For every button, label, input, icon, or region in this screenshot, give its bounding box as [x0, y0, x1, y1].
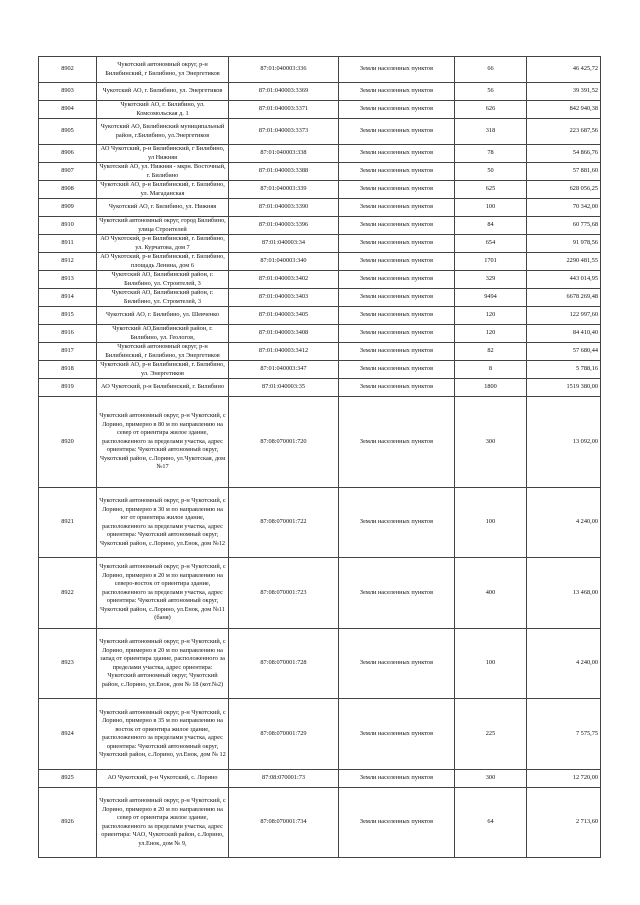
- row-number-cell: 8912: [39, 253, 97, 271]
- address-cell: Чукотский АО, г. Билибино, ул. Энергетиков: [97, 83, 229, 101]
- row-number-cell: 8910: [39, 217, 97, 235]
- area-cell: 318: [455, 119, 527, 145]
- cadastral-value-cell: 443 014,95: [527, 271, 601, 289]
- row-number-cell: 8922: [39, 558, 97, 629]
- table-row: [39, 181, 601, 199]
- table-row: [39, 271, 601, 289]
- land-category-cell: Земли населенных пунктов: [339, 271, 455, 289]
- cadastral-value-cell: 223 687,56: [527, 119, 601, 145]
- cadastral-number-cell: 87:01:040003:3396: [229, 217, 339, 235]
- cadastral-number-cell: 87:01:040003:3369: [229, 83, 339, 101]
- land-category-cell: Земли населенных пунктов: [339, 235, 455, 253]
- cadastral-number-cell: 87:01:040003:338: [229, 145, 339, 163]
- cadastral-value-cell: 91 978,56: [527, 235, 601, 253]
- cadastral-value-cell: 60 775,68: [527, 217, 601, 235]
- table-row: [39, 379, 601, 397]
- table-row: [39, 119, 601, 145]
- area-cell: 100: [455, 629, 527, 699]
- row-number-cell: 8905: [39, 119, 97, 145]
- area-cell: 1701: [455, 253, 527, 271]
- cadastral-number-cell: 87:01:040003:34: [229, 235, 339, 253]
- cadastral-value-cell: 5 788,16: [527, 361, 601, 379]
- cadastral-value-cell: 4 240,00: [527, 488, 601, 558]
- row-number-cell: 8925: [39, 770, 97, 788]
- address-cell: Чукотский АО, р-н Билибинский, г. Билибино, ул. Энергетиков: [97, 361, 229, 379]
- land-category-cell: Земли населенных пунктов: [339, 699, 455, 770]
- row-number-cell: 8924: [39, 699, 97, 770]
- cadastral-number-cell: 87:08:070001:73: [229, 770, 339, 788]
- area-cell: 9494: [455, 289, 527, 307]
- address-cell: Чукотский АО, р-н Билибинский, г. Билибино, ул. Магаданская: [97, 181, 229, 199]
- land-category-cell: Земли населенных пунктов: [339, 289, 455, 307]
- land-category-cell: Земли населенных пунктов: [339, 361, 455, 379]
- land-category-cell: Земли населенных пунктов: [339, 83, 455, 101]
- table-row: [39, 163, 601, 181]
- row-number-cell: 8903: [39, 83, 97, 101]
- table-row: [39, 235, 601, 253]
- cadastral-value-cell: 6678 269,48: [527, 289, 601, 307]
- cadastral-value-cell: 13 092,00: [527, 397, 601, 488]
- area-cell: 329: [455, 271, 527, 289]
- table-row: [39, 343, 601, 361]
- cadastral-value-cell: 2290 481,55: [527, 253, 601, 271]
- row-number-cell: 8926: [39, 788, 97, 858]
- cadastral-value-cell: 13 468,00: [527, 558, 601, 629]
- cadastral-value-cell: 7 575,75: [527, 699, 601, 770]
- row-number-cell: 8923: [39, 629, 97, 699]
- cadastral-number-cell: 87:01:040003:3402: [229, 271, 339, 289]
- row-number-cell: 8914: [39, 289, 97, 307]
- area-cell: 50: [455, 163, 527, 181]
- land-category-cell: Земли населенных пунктов: [339, 217, 455, 235]
- cadastral-value-cell: 122 997,60: [527, 307, 601, 325]
- row-number-cell: 8918: [39, 361, 97, 379]
- table-row: [39, 770, 601, 788]
- land-category-cell: Земли населенных пунктов: [339, 629, 455, 699]
- area-cell: 78: [455, 145, 527, 163]
- land-category-cell: Земли населенных пунктов: [339, 325, 455, 343]
- cadastral-number-cell: 87:01:040003:3408: [229, 325, 339, 343]
- land-category-cell: Земли населенных пунктов: [339, 770, 455, 788]
- land-category-cell: Земли населенных пунктов: [339, 101, 455, 119]
- land-category-cell: Земли населенных пунктов: [339, 558, 455, 629]
- area-cell: 400: [455, 558, 527, 629]
- address-cell: Чукотский автономный округ, р-н Чукотский, с Лорино, примерно в 35 м по направлению на восток от ориентира жилое здание, расположенного за пределами участка, адрес ориентира: Чукотский автономный округ, Чукотский район, с.Лорино, ул.Енок, дом № 12: [97, 699, 229, 770]
- address-cell: Чукотский АО, Билибинский муниципальный район, г.Билибино, ул.Энергетиков: [97, 119, 229, 145]
- cadastral-number-cell: 87:01:040003:3371: [229, 101, 339, 119]
- address-cell: Чукотский автономный округ, р-н Чукотский, с Лорино, примерно в 20 м по направлению на северо-восток от ориентира здание, расположенного за пределами участка, адрес ориентира: Чукотский автономный округ, Чукотский район, с.Лорино, ул.Енок, дом №11 (баня): [97, 558, 229, 629]
- address-cell: Чукотский АО, ул. Нижняя - мкрн. Восточный, г. Билибино: [97, 163, 229, 181]
- area-cell: 625: [455, 181, 527, 199]
- cadastral-value-cell: 57 680,44: [527, 343, 601, 361]
- area-cell: 626: [455, 101, 527, 119]
- cadastral-value-cell: 57 881,60: [527, 163, 601, 181]
- address-cell: АО Чукотский, р-н Билибинский, г Билибино, ул Нижняя: [97, 145, 229, 163]
- area-cell: 300: [455, 397, 527, 488]
- cadastral-value-cell: 12 720,00: [527, 770, 601, 788]
- cadastral-number-cell: 87:08:070001:734: [229, 788, 339, 858]
- area-cell: 300: [455, 770, 527, 788]
- land-category-cell: Земли населенных пунктов: [339, 119, 455, 145]
- address-cell: Чукотский автономный округ, р-н Чукотский, с Лорино, примерно в 80 м по направлению на север от ориентира жилое здание, расположенного за пределами участка, адрес ориентира: Чукотский автономный округ, Чукотский район, с.Лорино, ул.Чукотская, дом №17: [97, 397, 229, 488]
- cadastral-value-cell: 46 425,72: [527, 57, 601, 83]
- cadastral-number-cell: 87:01:040003:3412: [229, 343, 339, 361]
- cadastral-number-cell: 87:01:040003:339: [229, 181, 339, 199]
- row-number-cell: 8916: [39, 325, 97, 343]
- cadastral-value-cell: 1519 380,00: [527, 379, 601, 397]
- row-number-cell: 8915: [39, 307, 97, 325]
- table-row: [39, 629, 601, 699]
- address-cell: Чукотский АО, г. Билибино, ул. Нижняя: [97, 199, 229, 217]
- row-number-cell: 8911: [39, 235, 97, 253]
- address-cell: АО Чукотский, р-н Билибинский, г. Билибино, ул. Курчатова, дом 7: [97, 235, 229, 253]
- land-category-cell: Земли населенных пунктов: [339, 253, 455, 271]
- cadastral-value-cell: 4 240,00: [527, 629, 601, 699]
- cadastral-number-cell: 87:01:040003:336: [229, 57, 339, 83]
- table-row: [39, 325, 601, 343]
- address-cell: Чукотский автономный округ, р-н Билибинский, г Билибино, ул Энергетиков: [97, 57, 229, 83]
- cadastral-value-cell: 54 866,76: [527, 145, 601, 163]
- table-row: [39, 217, 601, 235]
- row-number-cell: 8902: [39, 57, 97, 83]
- row-number-cell: 8908: [39, 181, 97, 199]
- area-cell: 56: [455, 83, 527, 101]
- table-row: [39, 199, 601, 217]
- address-cell: Чукотский автономный округ, р-н Билибинский, г Билибино, ул Энергетиков: [97, 343, 229, 361]
- area-cell: 100: [455, 199, 527, 217]
- land-category-cell: Земли населенных пунктов: [339, 343, 455, 361]
- cadastral-number-cell: 87:01:040003:3405: [229, 307, 339, 325]
- area-cell: 84: [455, 217, 527, 235]
- address-cell: Чукотский АО, г. Билибино, ул. Комсомольская д. 1: [97, 101, 229, 119]
- cadastral-number-cell: 87:08:070001:722: [229, 488, 339, 558]
- cadastral-value-cell: 70 342,00: [527, 199, 601, 217]
- area-cell: 82: [455, 343, 527, 361]
- land-plots-table: [38, 56, 601, 858]
- land-category-cell: Земли населенных пунктов: [339, 788, 455, 858]
- table-row: [39, 788, 601, 858]
- row-number-cell: 8909: [39, 199, 97, 217]
- land-category-cell: Земли населенных пунктов: [339, 145, 455, 163]
- cadastral-number-cell: 87:01:040003:35: [229, 379, 339, 397]
- address-cell: Чукотский АО, Билибинский район, г. Билибино, ул. Стромтелей, 3: [97, 289, 229, 307]
- land-category-cell: Земли населенных пунктов: [339, 163, 455, 181]
- table-row: [39, 397, 601, 488]
- cadastral-value-cell: 842 940,38: [527, 101, 601, 119]
- land-category-cell: Земли населенных пунктов: [339, 181, 455, 199]
- address-cell: Чукотский автономный округ, р-н Чукотский, с Лорино, примерно в 20 м по направлению на запад от ориентира здание, расположенного за пределами участка, адрес ориентира: Чукотский автономный округ, Чукотский район, с.Лорино, ул.Енок, дом № 18 (кот.№2): [97, 629, 229, 699]
- table-row: [39, 145, 601, 163]
- cadastral-value-cell: 628 056,25: [527, 181, 601, 199]
- land-category-cell: Земли населенных пунктов: [339, 307, 455, 325]
- table-row: [39, 361, 601, 379]
- table-row: [39, 488, 601, 558]
- address-cell: АО Чукотский, р-н Билибинский, г. Билибино: [97, 379, 229, 397]
- area-cell: 120: [455, 307, 527, 325]
- row-number-cell: 8913: [39, 271, 97, 289]
- area-cell: 8: [455, 361, 527, 379]
- row-number-cell: 8906: [39, 145, 97, 163]
- cadastral-number-cell: 87:08:070001:723: [229, 558, 339, 629]
- cadastral-value-cell: 2 713,60: [527, 788, 601, 858]
- area-cell: 1800: [455, 379, 527, 397]
- document-page: [38, 56, 600, 858]
- table-row: [39, 289, 601, 307]
- area-cell: 654: [455, 235, 527, 253]
- address-cell: Чукотский автономный округ, р-н Чукотский, с Лорино, примерно в 20 м по направлению на север от ориентира жилое здание, расположенного за пределами участка, адрес ориентира: ЧАО, Чукотский район, с.Лорино, ул.Енок, дом № 9,: [97, 788, 229, 858]
- table-row: [39, 307, 601, 325]
- area-cell: 225: [455, 699, 527, 770]
- land-category-cell: Земли населенных пунктов: [339, 199, 455, 217]
- cadastral-number-cell: 87:01:040003:340: [229, 253, 339, 271]
- row-number-cell: 8920: [39, 397, 97, 488]
- table-row: [39, 699, 601, 770]
- area-cell: 66: [455, 57, 527, 83]
- land-category-cell: Земли населенных пунктов: [339, 379, 455, 397]
- address-cell: Чукотский автономный округ, город Билибино, улица Строителей: [97, 217, 229, 235]
- table-row: [39, 558, 601, 629]
- table-body: [39, 57, 601, 858]
- cadastral-number-cell: 87:08:070001:729: [229, 699, 339, 770]
- address-cell: Чукотский АО, г. Билибино, ул. Шевченко: [97, 307, 229, 325]
- address-cell: Чукотский АО, Билибинский район, г. Билибино, ул. Строителей, 3: [97, 271, 229, 289]
- cadastral-number-cell: 87:01:040003:3403: [229, 289, 339, 307]
- row-number-cell: 8921: [39, 488, 97, 558]
- row-number-cell: 8907: [39, 163, 97, 181]
- table-row: [39, 57, 601, 83]
- cadastral-number-cell: 87:01:040003:347: [229, 361, 339, 379]
- address-cell: АО Чукотский, р-н Чукотский, с. Лорино: [97, 770, 229, 788]
- address-cell: Чукотский АО,Билибинский район, г. Билибино, ул. Геологов,: [97, 325, 229, 343]
- area-cell: 64: [455, 788, 527, 858]
- cadastral-number-cell: 87:01:040003:3390: [229, 199, 339, 217]
- cadastral-value-cell: 84 410,40: [527, 325, 601, 343]
- land-category-cell: Земли населенных пунктов: [339, 488, 455, 558]
- address-cell: Чукотский автономный округ, р-н Чукотский, с Лорино, примерно в 30 м по направлению на юг от ориентира жилое здание, расположенного за пределами участка, адрес ориентира: Чукотский автономный округ, Чукотский район, с.Лорино, ул.Енок, дом №12: [97, 488, 229, 558]
- table-row: [39, 253, 601, 271]
- address-cell: АО Чукотский, р-н Билибинский, г. Билибино, площадь Ленина, дом 6: [97, 253, 229, 271]
- cadastral-number-cell: 87:01:040003:3373: [229, 119, 339, 145]
- area-cell: 120: [455, 325, 527, 343]
- table-row: [39, 83, 601, 101]
- cadastral-number-cell: 87:08:070001:728: [229, 629, 339, 699]
- row-number-cell: 8904: [39, 101, 97, 119]
- cadastral-value-cell: 39 391,52: [527, 83, 601, 101]
- row-number-cell: 8919: [39, 379, 97, 397]
- land-category-cell: Земли населенных пунктов: [339, 57, 455, 83]
- row-number-cell: 8917: [39, 343, 97, 361]
- table-row: [39, 101, 601, 119]
- cadastral-number-cell: 87:08:070001:720: [229, 397, 339, 488]
- area-cell: 100: [455, 488, 527, 558]
- land-category-cell: Земли населенных пунктов: [339, 397, 455, 488]
- cadastral-number-cell: 87:01:040003:3388: [229, 163, 339, 181]
